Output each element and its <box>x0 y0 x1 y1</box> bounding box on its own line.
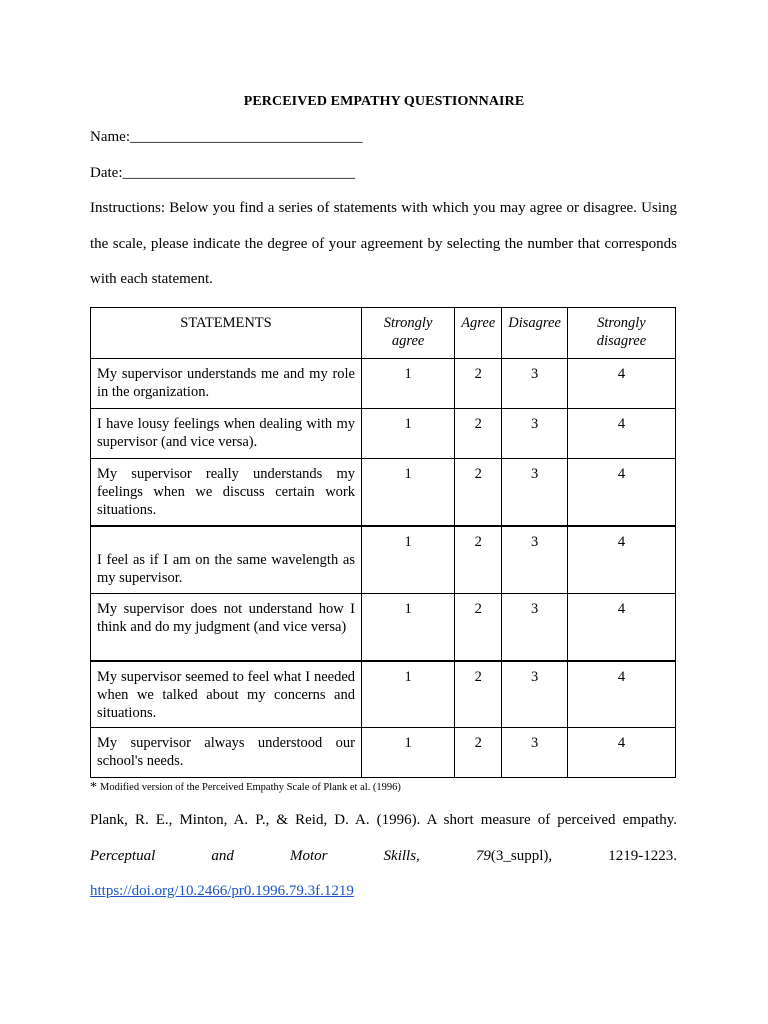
doi-link[interactable]: https://doi.org/10.2466/pr0.1996.79.3f.1219 <box>90 883 354 899</box>
option-disagree[interactable]: 3 <box>502 409 568 459</box>
option-strongly-agree[interactable]: 1 <box>362 459 455 526</box>
option-agree[interactable]: 2 <box>455 728 502 778</box>
journal-word: Skills, <box>383 848 420 864</box>
table-row <box>91 526 676 594</box>
statement-cell <box>91 526 362 594</box>
journal-word: and <box>211 848 234 864</box>
instructions-text: Instructions: Below you find a series of statements with which you may agree or disagree. Using the scale, please indicate the degree of your agreement by selecting the number that corresponds with each statement. <box>90 200 677 287</box>
journal-word: Motor <box>289 848 328 864</box>
option-strongly-agree[interactable]: 1 <box>362 661 455 728</box>
table-row <box>91 359 676 409</box>
footnote <box>90 780 401 796</box>
reference-line-1: Plank, R. E., Minton, A. P., & Reid, D. A. (1996). A short measure of perceived empathy. <box>90 812 677 828</box>
table-row <box>91 409 676 459</box>
questionnaire-table <box>90 307 676 778</box>
statement-cell: My supervisor always understood our school's needs. <box>91 728 362 778</box>
table-header-row <box>91 308 676 359</box>
statement-cell: My supervisor does not understand how I think and do my judgment (and vice versa) <box>91 594 362 661</box>
option-strongly-disagree[interactable]: 4 <box>567 409 675 459</box>
volume-issue <box>476 848 552 865</box>
option-disagree[interactable]: 3 <box>502 459 568 526</box>
footnote-text: Modified version of the Perceived Empathy Scale of Plank et al. (1996) <box>100 782 401 793</box>
statement-text: I feel as if I am on the same wavelength as my supervisor. <box>97 552 355 586</box>
statement-cell: I have lousy feelings when dealing with my supervisor (and vice versa). <box>91 409 362 459</box>
table-row <box>91 661 676 728</box>
header-disagree: Disagree <box>502 308 568 359</box>
table-row <box>91 594 676 661</box>
page-title: PERCEIVED EMPATHY QUESTIONNAIRE <box>243 94 525 109</box>
date-field[interactable]: Date:_______________________________ <box>90 165 355 181</box>
option-strongly-agree[interactable]: 1 <box>362 594 455 661</box>
option-strongly-agree[interactable]: 1 <box>362 409 455 459</box>
option-disagree[interactable]: 3 <box>502 728 568 778</box>
option-disagree[interactable]: 3 <box>502 594 568 661</box>
option-disagree[interactable]: 3 <box>502 359 568 409</box>
statement-cell: My supervisor really understands my feelings when we discuss certain work situations. <box>91 459 362 526</box>
statement-cell: My supervisor seemed to feel what I needed when we talked about my concerns and situations. <box>91 661 362 728</box>
footnote-marker: * <box>90 780 97 795</box>
option-agree[interactable]: 2 <box>455 594 502 661</box>
header-statements: STATEMENTS <box>91 308 362 359</box>
option-strongly-disagree[interactable]: 4 <box>567 661 675 728</box>
volume: 79 <box>475 848 491 864</box>
reference-line-2 <box>90 848 677 865</box>
header-strongly-disagree: Strongly disagree <box>567 308 675 359</box>
option-agree[interactable]: 2 <box>455 526 502 594</box>
option-strongly-agree[interactable]: 1 <box>362 728 455 778</box>
issue: (3_suppl), <box>490 848 553 864</box>
option-agree[interactable]: 2 <box>455 459 502 526</box>
option-agree[interactable]: 2 <box>455 661 502 728</box>
option-agree[interactable]: 2 <box>455 409 502 459</box>
name-field[interactable]: Name:_______________________________ <box>90 129 363 145</box>
statement-cell: My supervisor understands me and my role in the organization. <box>91 359 362 409</box>
option-strongly-agree[interactable]: 1 <box>362 526 455 594</box>
option-agree[interactable]: 2 <box>455 359 502 409</box>
option-strongly-disagree[interactable]: 4 <box>567 359 675 409</box>
table-row <box>91 728 676 778</box>
table-row <box>91 459 676 526</box>
option-strongly-disagree[interactable]: 4 <box>567 459 675 526</box>
option-strongly-agree[interactable]: 1 <box>362 359 455 409</box>
journal-word: Perceptual <box>90 848 156 864</box>
pages: 1219-1223. <box>608 848 677 864</box>
option-strongly-disagree[interactable]: 4 <box>567 526 675 594</box>
option-disagree[interactable]: 3 <box>502 661 568 728</box>
option-strongly-disagree[interactable]: 4 <box>567 728 675 778</box>
option-disagree[interactable]: 3 <box>502 526 568 594</box>
header-agree: Agree <box>455 308 502 359</box>
header-strongly-agree: Strongly agree <box>362 308 455 359</box>
option-strongly-disagree[interactable]: 4 <box>567 594 675 661</box>
